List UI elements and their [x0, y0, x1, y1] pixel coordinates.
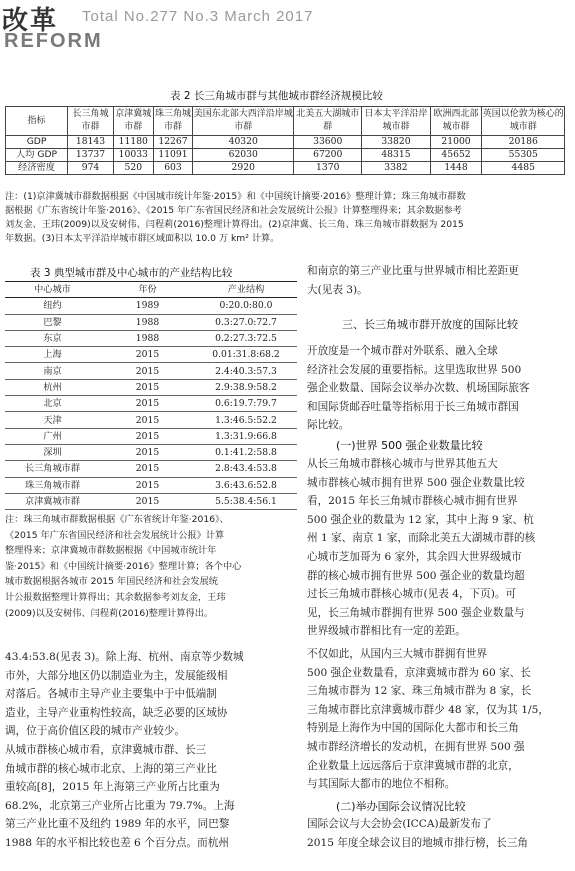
table-row [6, 149, 565, 162]
table2-cell: 10033 [113, 149, 153, 162]
body-line: 大(见表 3)。 [307, 283, 368, 296]
body-line: 从城市群核心城市看，京津冀城市群、长三 [5, 743, 207, 756]
table-row [5, 330, 297, 346]
note-line: (2009)以及安树伟、闫程莉(2016)整理计算得出。 [5, 607, 214, 619]
body-line: 见，长三角城市群拥有世界 500 强企业数量与 [307, 606, 525, 619]
table2-cell: 2920 [193, 162, 294, 175]
table3-header-cell: 年份 [100, 282, 195, 298]
table-row [5, 347, 297, 363]
issue-info: Total No.277 No.3 March 2017 [82, 8, 314, 25]
body-line: 国际会议与大会协会(ICCA)最新发布了 [307, 818, 492, 830]
body-line: 城市群经济增长的发动机，在拥有世界 500 强 [307, 740, 525, 753]
table3-cell: 京津冀城市群 [5, 493, 100, 509]
table3-header-row [5, 282, 297, 298]
table2-cell: 人均 GDP [6, 149, 68, 162]
table3-cell: 0.01:31.8:68.2 [195, 347, 297, 363]
table2-cell: 20186 [482, 136, 565, 149]
table3-cell: 2015 [100, 363, 195, 379]
table2-header-cell: 珠三角城市群 [153, 107, 193, 136]
table2-cell: 18143 [68, 136, 114, 149]
table3-cell: 2015 [100, 347, 195, 363]
body-line: 世界级城市群相比有一定的差距。 [307, 625, 466, 638]
table-row [5, 396, 297, 412]
table3-cell: 5.5:38.4:56.1 [195, 493, 297, 509]
left-body-text [5, 648, 297, 853]
table3-cell: 1.3:46.5:52.2 [195, 412, 297, 428]
table3-cell: 2.4:40.3:57.3 [195, 363, 297, 379]
table3-cell: 0:20.0:80.0 [195, 298, 297, 314]
table3-cell: 珠三角城市群 [5, 477, 100, 493]
table2-header-cell: 日本太平洋沿岸城市群 [362, 107, 430, 136]
table2-cell: GDP [6, 136, 68, 149]
table3-cell: 2015 [100, 461, 195, 477]
note-line: 注：(1)京津冀城市群数据根据《中国城市统计年鉴·2015》和《中国统计摘要·2016》整理计算；珠三角城市群数 [5, 191, 466, 202]
table3-cell: 南京 [5, 363, 100, 379]
table3 [5, 281, 297, 510]
table2-cell: 11180 [113, 136, 153, 149]
table-row [5, 412, 297, 428]
body-line: 市外，大部分地区仍以制造业为主，发展能级相 [5, 669, 228, 682]
table-row [5, 428, 297, 444]
table2-header-cell: 欧洲西北部城市群 [430, 107, 482, 136]
table2-caption: 表 2 长三角城市群与其他城市群经济规模比较 [170, 90, 383, 102]
masthead-title: 改革 [2, 6, 59, 36]
table2-cell: 45652 [430, 149, 482, 162]
table3-cell: 3.6:43.6:52.8 [195, 477, 297, 493]
body-line: 43.4:53.8(见表 3)。除上海、杭州、南京等少数城 [5, 651, 244, 663]
body-line: 际比较。 [307, 419, 350, 432]
note-line: 年数据。(3)日本太平洋沿岸城市群区域面积以 10.0 万 km² 计算。 [5, 233, 280, 244]
table-row [5, 314, 297, 330]
table2-cell: 4485 [482, 162, 565, 175]
note-line: 鉴·2015》和《中国统计摘要·2016》整理计算；各个中心 [5, 560, 242, 572]
body-line: 心城市芝加哥为 6 家外，其余四大世界级城市 [307, 550, 522, 563]
table3-cell: 长三角城市群 [5, 461, 100, 477]
table3-cell: 0.2:27.3:72.5 [195, 330, 297, 346]
table3-header-cell: 中心城市 [5, 282, 100, 298]
section-heading: 三、长三角城市群开放度的国际比较 [342, 318, 518, 331]
table3-cell: 深圳 [5, 444, 100, 460]
table2-cell: 12267 [153, 136, 193, 149]
table2-cell: 603 [153, 162, 193, 175]
table2-header-cell: 京津冀城市群 [113, 107, 153, 136]
body-line: 从长三角城市群核心城市与世界其他五大 [307, 458, 498, 470]
table3-cell: 0.1:41.2:58.8 [195, 444, 297, 460]
right-para-4 [307, 815, 569, 852]
table2-note [5, 190, 570, 246]
note-line: 整理得来；京津冀城市群数据根据《中国城市统计年 [5, 545, 217, 557]
table2-cell: 520 [113, 162, 153, 175]
body-line: 1988 年的水平相比较也差 6 个百分点。而杭州 [5, 836, 229, 849]
body-line: 与其国际大都市的地位不相称。 [307, 778, 456, 791]
table3-cell: 2015 [100, 493, 195, 509]
masthead-subtitle: REFORM [4, 30, 103, 52]
body-line: 重较高[8]，2015 年上海第三产业所占比重为 [5, 781, 220, 794]
table2-cell: 3382 [362, 162, 430, 175]
body-line: 看，2015 年长三角城市群核心城市拥有世界 [307, 495, 518, 508]
body-line: 造业，主导产业重构性较高，缺乏必要的区域协 [5, 706, 228, 719]
table3-cell: 1989 [100, 298, 195, 314]
body-line: 群的核心城市拥有世界 500 强企业的数量均超 [307, 569, 525, 582]
table2-header-row [6, 107, 565, 136]
table2-cell: 33600 [294, 136, 362, 149]
table3-cell: 北京 [5, 396, 100, 412]
table-row [6, 162, 565, 175]
body-line: 州 1 家、南京 1 家，而除北美五大湖城市群的核 [307, 532, 536, 545]
table3-cell: 2015 [100, 477, 195, 493]
body-line: 500 强企业数量看，京津冀城市群为 60 家、长 [307, 666, 531, 679]
table3-cell: 2.9:38.9:58.2 [195, 379, 297, 395]
body-line: 强企业数量、国际会议举办次数、机场国际旅客 [307, 382, 530, 395]
body-line: 城市群核心城市拥有世界 500 强企业数量比较 [307, 476, 525, 489]
right-para-3 [307, 645, 569, 794]
body-line: 开放度是一个城市群对外联系、融入全球 [307, 345, 498, 357]
right-para-2 [307, 455, 569, 641]
right-top-text [307, 262, 569, 299]
table3-cell: 广州 [5, 428, 100, 444]
table2-cell: 55305 [482, 149, 565, 162]
table-row [6, 136, 565, 149]
subheading-conferences: (二)举办国际会议情况比较 [336, 800, 466, 813]
table2-header-cell: 长三角城市群 [68, 107, 114, 136]
note-line: 计公报数据整理计算得出；其余数据参考刘友金，王玮 [5, 591, 226, 603]
body-line: 对落后。各城市主导产业主要集中于中低端制 [5, 688, 217, 701]
body-line: 调，位于高价值区段的城市产业较少。 [5, 725, 186, 738]
body-line: 特别是上海作为中国的国际化大都市和长三角 [307, 722, 519, 735]
table-row [5, 363, 297, 379]
table3-cell: 0.3:27.0:72.7 [195, 314, 297, 330]
table2-header-cell: 北美五大湖城市群 [294, 107, 362, 136]
body-line: 角城市群的核心城市北京、上海的第三产业比 [5, 762, 217, 775]
body-line: 企业数量上远远落后于京津冀城市群的北京， [307, 759, 519, 772]
table2-cell: 经济密度 [6, 162, 68, 175]
body-line: 过长三角城市群核心城市(见表 4，下页)。可 [307, 588, 517, 601]
table2-cell: 974 [68, 162, 114, 175]
table3-cell: 上海 [5, 347, 100, 363]
note-line: 据根据《广东省统计年鉴·2016》、《2015 年广东省国民经济和社会发展统计公报》计算整理得来；其余数据参考 [5, 205, 462, 216]
table3-header-cell: 产业结构 [195, 282, 297, 298]
table3-cell: 2015 [100, 412, 195, 428]
table3-cell: 1988 [100, 330, 195, 346]
table-row [5, 493, 297, 509]
body-line: 500 强企业的数量为 12 家，其中上海 9 家、杭 [307, 513, 534, 526]
note-line: 城市数据根据各城市 2015 年国民经济和社会发展统 [5, 576, 218, 588]
body-line: 68.2%，北京第三产业所占比重为 79.7%。上海 [5, 799, 235, 812]
table3-cell: 2015 [100, 379, 195, 395]
table2-cell: 1448 [430, 162, 482, 175]
table3-cell: 巴黎 [5, 314, 100, 330]
body-line: 经济社会发展的重要指标。这里选取世界 500 [307, 363, 522, 376]
table2-cell: 40320 [193, 136, 294, 149]
body-line: 三角城市群比京津冀城市群少 48 家，仅为其 1/5， [307, 703, 549, 716]
table3-cell: 1.3:31.9:66.8 [195, 428, 297, 444]
note-line: 刘友金、王玮(2009)以及安树伟、闫程莉(2016)整理计算得出。(2)京津冀、长三角、珠三角城市群数据为 2015 [5, 219, 464, 230]
note-line: 注：珠三角城市群数据根据《广东省统计年鉴·2016》、 [5, 514, 229, 525]
table2-cell: 33820 [362, 136, 430, 149]
table3-cell: 2.8:43.4:53.8 [195, 461, 297, 477]
table-row [5, 298, 297, 314]
table2-cell: 67200 [294, 149, 362, 162]
table-row [5, 379, 297, 395]
body-line: 和国际货邮吞吐量等指标用于长三角城市群国 [307, 400, 519, 413]
table2-cell: 62030 [193, 149, 294, 162]
table-row [5, 461, 297, 477]
table3-cell: 东京 [5, 330, 100, 346]
table2-cell: 13737 [68, 149, 114, 162]
table3-cell: 1988 [100, 314, 195, 330]
right-para-1 [307, 342, 569, 435]
table2-header-cell: 美国东北部大西洋沿岸城市群 [193, 107, 294, 136]
table3-cell: 2015 [100, 396, 195, 412]
table3-cell: 2015 [100, 428, 195, 444]
table2 [5, 106, 565, 175]
table3-cell: 0.6:19.7:79.7 [195, 396, 297, 412]
table3-note [5, 512, 297, 621]
table2-header-cell: 指标 [6, 107, 68, 136]
body-line: 三角城市群为 12 家、珠三角城市群为 8 家，长 [307, 685, 532, 698]
table2-header-cell: 英国以伦敦为核心的城市群 [482, 107, 565, 136]
table-row [5, 477, 297, 493]
table-row [5, 444, 297, 460]
note-line: 《2015 年广东省国民经济和社会发展统计公报》计算 [5, 529, 225, 541]
table3-cell: 纽约 [5, 298, 100, 314]
table3-cell: 天津 [5, 412, 100, 428]
table3-cell: 2015 [100, 444, 195, 460]
body-line: 不仅如此，从国内三大城市群拥有世界 [307, 648, 488, 660]
table3-caption: 表 3 典型城市群及中心城市的产业结构比较 [30, 267, 233, 279]
table3-cell: 杭州 [5, 379, 100, 395]
table2-cell: 48315 [362, 149, 430, 162]
table2-cell: 11091 [153, 149, 193, 162]
body-line: 第三产业比重不及纽约 1989 年的水平，同巴黎 [5, 818, 230, 831]
body-line: 和南京的第三产业比重与世界城市相比差距更 [307, 265, 519, 277]
subheading-fortune500: (一)世界 500 强企业数量比较 [336, 439, 483, 452]
table2-cell: 21000 [430, 136, 482, 149]
body-line: 2015 年度全球会议目的地城市排行榜，长三角 [307, 836, 529, 849]
table2-cell: 1370 [294, 162, 362, 175]
